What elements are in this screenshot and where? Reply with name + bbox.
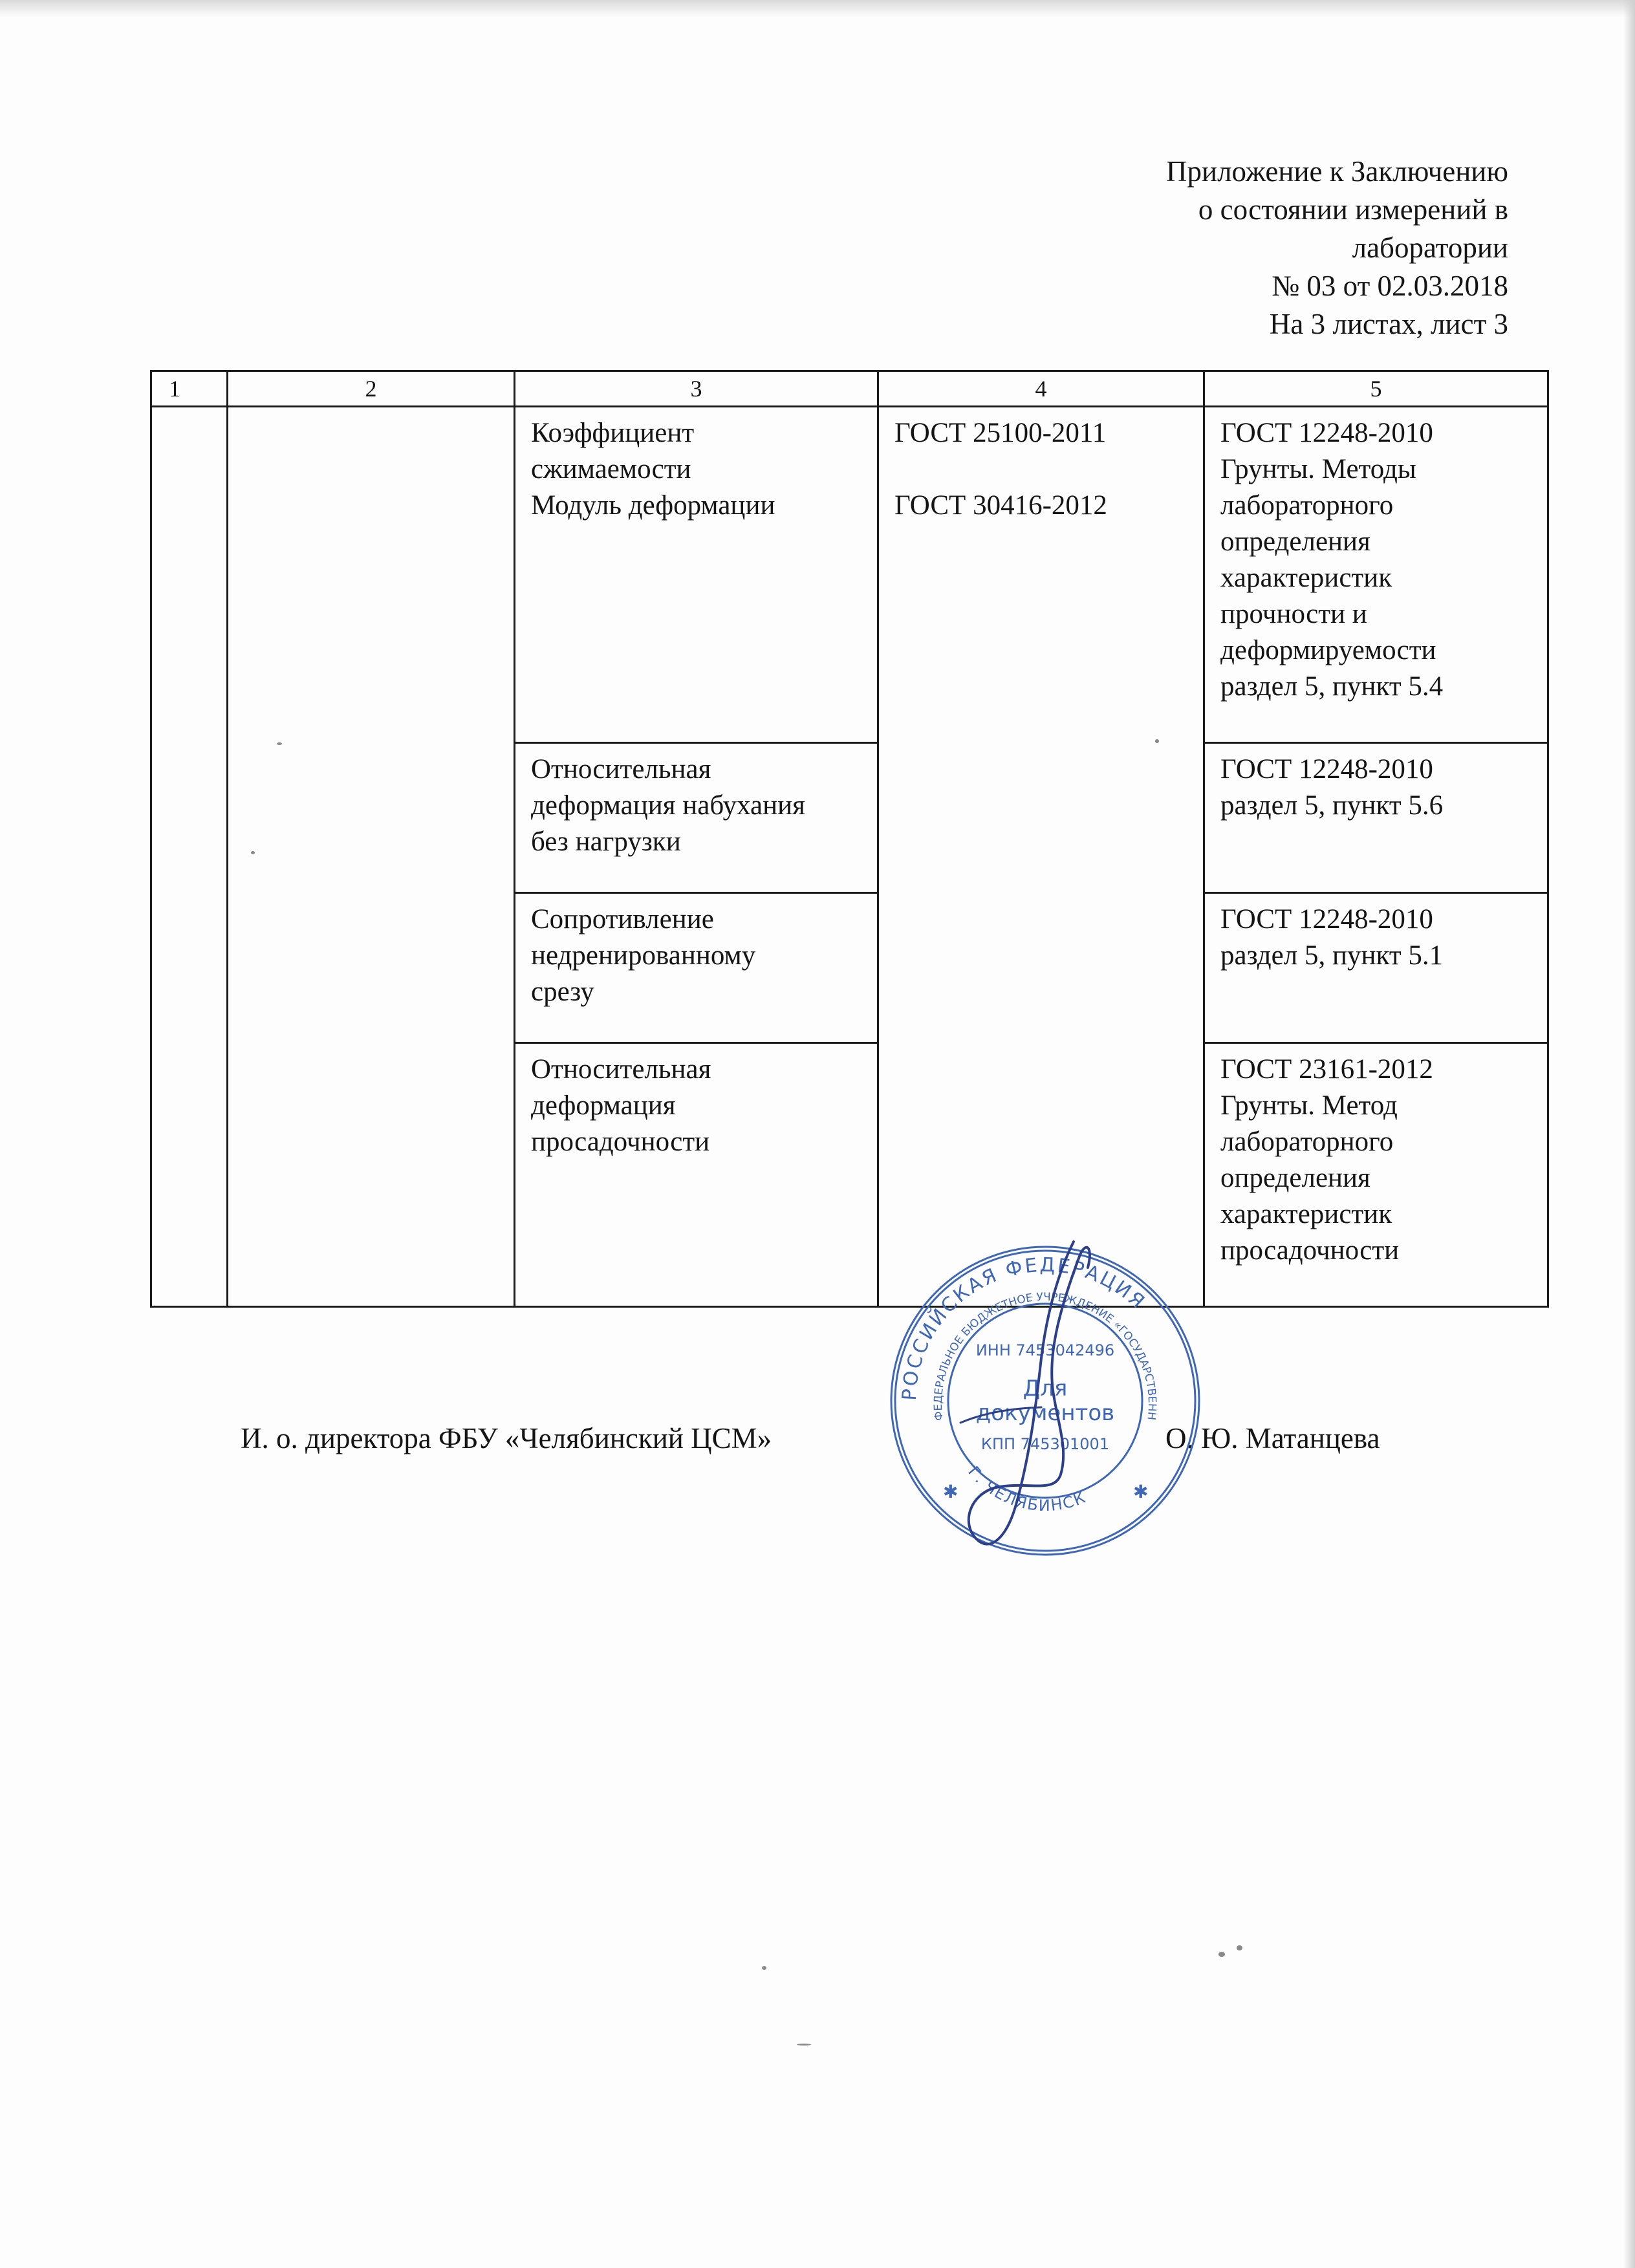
scan-top-edge bbox=[0, 0, 1635, 17]
seal-center-line1: Для bbox=[1023, 1376, 1068, 1401]
cell-line: срезу bbox=[531, 977, 594, 1007]
cell-line: Сопротивление bbox=[531, 904, 714, 934]
seal-kpp: КПП 745301001 bbox=[980, 1435, 1110, 1453]
cell-line: определения bbox=[1220, 526, 1370, 557]
characteristic-cell bbox=[515, 893, 878, 1043]
cell-line: лабораторного bbox=[1220, 490, 1394, 521]
handwritten-signature bbox=[899, 1229, 1132, 1565]
column-number: 3 bbox=[515, 371, 878, 407]
cell-line: без нагрузки bbox=[531, 826, 681, 857]
cell-line: недренированному bbox=[531, 940, 756, 971]
cell-line: просадочности bbox=[531, 1127, 710, 1157]
cell-line: характеристик bbox=[1220, 563, 1392, 593]
column-number: 4 bbox=[878, 371, 1204, 407]
scan-right-edge bbox=[1623, 0, 1635, 2268]
cell-line: Грунты. Метод bbox=[1220, 1090, 1398, 1121]
scan-speck bbox=[1237, 1945, 1242, 1950]
scan-speck bbox=[762, 1966, 766, 1970]
cell-line: деформация bbox=[531, 1090, 676, 1121]
cell-line: раздел 5, пункт 5.6 bbox=[1220, 790, 1444, 821]
seal-star-left: ✱ bbox=[943, 1481, 958, 1502]
header-line: лаборатории bbox=[1352, 232, 1508, 264]
seal-center-line2: документов bbox=[975, 1400, 1115, 1426]
cell-line: ГОСТ 12248-2010 bbox=[1220, 904, 1433, 934]
empty-cell-col1 bbox=[151, 407, 228, 1307]
cell-line: характеристик bbox=[1220, 1199, 1392, 1229]
cell-line: Коэффициент bbox=[531, 418, 695, 448]
method-cell bbox=[1204, 407, 1548, 743]
measurement-scope-table bbox=[150, 370, 1549, 1308]
cell-line: деформируемости bbox=[1220, 635, 1436, 665]
annex-header bbox=[1107, 153, 1508, 343]
method-cell bbox=[1204, 743, 1548, 893]
column-number-row bbox=[151, 371, 1548, 407]
header-line: о состоянии измерений в bbox=[1198, 193, 1508, 226]
method-cell bbox=[1204, 1043, 1548, 1307]
seal-inn: ИНН 7453042496 bbox=[975, 1341, 1115, 1359]
cell-line: Относительная bbox=[531, 1054, 711, 1085]
scan-speck bbox=[797, 2044, 811, 2046]
cell-line: деформация набухания bbox=[531, 790, 805, 821]
scan-speck bbox=[1218, 1952, 1225, 1957]
header-line: На 3 листах, лист 3 bbox=[1269, 308, 1508, 340]
cell-line: Модуль деформации bbox=[531, 490, 775, 521]
cell-line: ГОСТ 23161-2012 bbox=[1220, 1054, 1433, 1085]
characteristic-cell bbox=[515, 743, 878, 893]
empty-cell-col2 bbox=[228, 407, 515, 1307]
cell-line: сжимаемости bbox=[531, 454, 691, 484]
seal-outer-text: РОССИЙСКАЯ ФЕДЕРАЦИЯ bbox=[898, 1253, 1151, 1401]
cell-line: ГОСТ 25100-2011 bbox=[894, 418, 1107, 448]
signatory-position: И. о. директора ФБУ «Челябинский ЦСМ» bbox=[241, 1422, 772, 1454]
cell-line: раздел 5, пункт 5.4 bbox=[1220, 671, 1444, 702]
cell-line: Относительная bbox=[531, 754, 711, 784]
signatory-name: О. Ю. Матанцева bbox=[1165, 1422, 1380, 1454]
column-number: 1 bbox=[151, 371, 228, 407]
cell-line: ГОСТ 12248-2010 bbox=[1220, 754, 1433, 784]
standards-cell bbox=[878, 407, 1204, 1307]
header-line: № 03 от 02.03.2018 bbox=[1272, 270, 1508, 302]
cell-line: ГОСТ 30416-2012 bbox=[894, 490, 1107, 521]
cell-line: лабораторного bbox=[1220, 1127, 1394, 1157]
seal-city-text: Г. ЧЕЛЯБИНСК bbox=[964, 1462, 1089, 1515]
header-line: Приложение к Заключению bbox=[1165, 155, 1508, 188]
cell-line: Грунты. Методы bbox=[1220, 454, 1416, 484]
cell-gap bbox=[894, 451, 1191, 488]
cell-line: ГОСТ 12248-2010 bbox=[1220, 418, 1433, 448]
column-number: 2 bbox=[228, 371, 515, 407]
cell-line: определения bbox=[1220, 1163, 1370, 1193]
method-cell bbox=[1204, 893, 1548, 1043]
column-number: 5 bbox=[1204, 371, 1548, 407]
cell-line: прочности и bbox=[1220, 599, 1367, 629]
characteristic-cell bbox=[515, 1043, 878, 1307]
cell-line: просадочности bbox=[1220, 1235, 1400, 1266]
scan-speck bbox=[1155, 739, 1159, 743]
scan-speck bbox=[277, 742, 282, 745]
seal-star-right: ✱ bbox=[1133, 1481, 1149, 1502]
characteristic-cell bbox=[515, 407, 878, 743]
scan-speck bbox=[251, 851, 255, 854]
table-row bbox=[151, 407, 1548, 743]
seal-ring-text: ФЕДЕРАЛЬНОЕ БЮДЖЕТНОЕ УЧРЕЖДЕНИЕ «ГОСУДАРСТВЕНН bbox=[931, 1290, 1159, 1421]
cell-line: раздел 5, пункт 5.1 bbox=[1220, 940, 1444, 971]
